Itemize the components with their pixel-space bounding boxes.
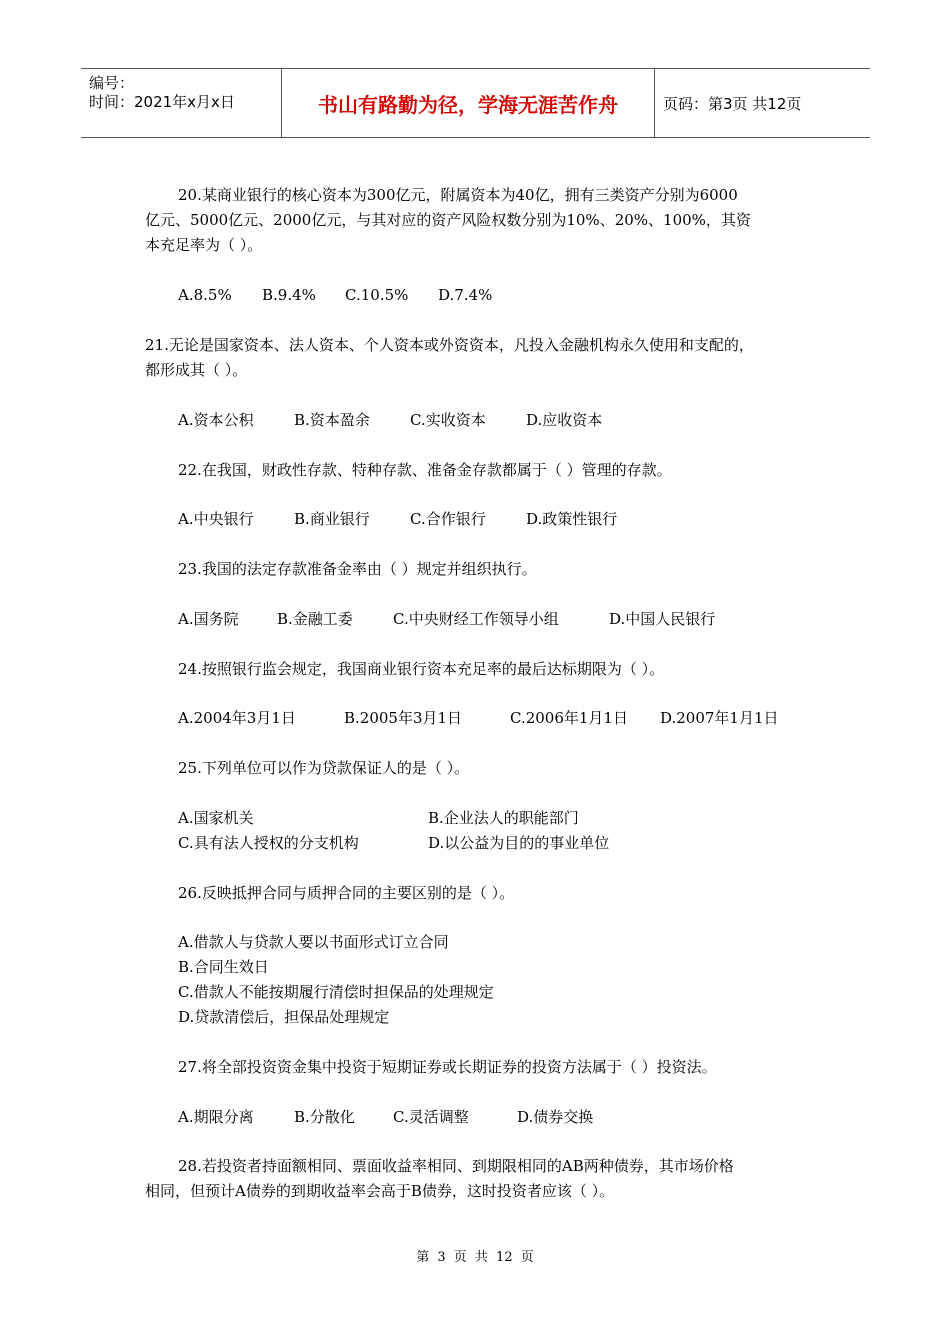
option-a: A.借款人与贷款人要以书面形式订立合同 bbox=[178, 933, 449, 951]
page-header bbox=[81, 68, 870, 138]
question-24-line-1: 24.按照银行监会规定，我国商业银行资本充足率的最后达标期限为（ ）。 bbox=[178, 660, 665, 678]
question-20-line-3: 本充足率为（ ）。 bbox=[145, 236, 263, 254]
question-21-line-1: 21.无论是国家资本、法人资本、个人资本或外资资本，凡投入金融机构永久使用和支配的， bbox=[145, 336, 754, 354]
question-21-line-2: 都形成其（ ）。 bbox=[145, 361, 248, 379]
option-a: A.2004年3月1日 bbox=[178, 709, 296, 727]
question-22-line-1: 22.在我国，财政性存款、特种存款、准备金存款都属于（ ）管理的存款。 bbox=[178, 461, 672, 479]
time-label: 时间：2021年x月x日 bbox=[89, 93, 235, 111]
question-28-line-1: 28.若投资者持面额相同、票面收益率相同、到期限相同的AB两种债券，其市场价格 bbox=[178, 1157, 734, 1175]
option-b: B.2005年3月1日 bbox=[344, 709, 463, 727]
question-20-line-1: 20.某商业银行的核心资本为300亿元，附属资本为40亿，拥有三类资产分别为6000 bbox=[178, 186, 738, 204]
header-meta bbox=[81, 69, 281, 137]
option-b: B.金融工委 bbox=[277, 610, 353, 628]
option-d: D.2007年1月1日 bbox=[660, 709, 779, 727]
option-c: C.具有法人授权的分支机构 bbox=[178, 834, 359, 852]
option-b: B.资本盈余 bbox=[294, 411, 370, 429]
option-a: A.国家机关 bbox=[178, 809, 254, 827]
page-info: 页码：第3页 共12页 bbox=[663, 94, 802, 113]
option-c: C.10.5% bbox=[345, 286, 409, 304]
option-a: A.资本公积 bbox=[178, 411, 254, 429]
option-d: D.贷款清偿后，担保品处理规定 bbox=[178, 1008, 390, 1026]
question-23-line-1: 23.我国的法定存款准备金率由（ ）规定并组织执行。 bbox=[178, 560, 537, 578]
option-b: B.商业银行 bbox=[294, 510, 370, 528]
option-d: D.以公益为目的的事业单位 bbox=[428, 834, 610, 852]
question-25-line-1: 25.下列单位可以作为贷款保证人的是（ ）。 bbox=[178, 759, 470, 777]
option-c: C.中央财经工作领导小组 bbox=[393, 610, 559, 628]
option-a: A.中央银行 bbox=[178, 510, 254, 528]
option-a: A.期限分离 bbox=[178, 1108, 254, 1126]
question-26-line-1: 26.反映抵押合同与质押合同的主要区别的是（ ）。 bbox=[178, 884, 515, 902]
option-d: D.应收资本 bbox=[526, 411, 603, 429]
page-footer: 第 3 页 共 12 页 bbox=[416, 1250, 534, 1265]
option-d: D.债券交换 bbox=[517, 1108, 594, 1126]
option-d: D.政策性银行 bbox=[526, 510, 618, 528]
option-c: C.合作银行 bbox=[410, 510, 486, 528]
question-27-line-1: 27.将全部投资资金集中投资于短期证券或长期证券的投资方法属于（ ）投资法。 bbox=[178, 1058, 717, 1076]
option-d: D.7.4% bbox=[438, 286, 493, 304]
option-c: C.实收资本 bbox=[410, 411, 486, 429]
option-a: A.8.5% bbox=[178, 286, 232, 304]
number-label: 编号： bbox=[89, 74, 135, 92]
option-b: B.分散化 bbox=[294, 1108, 355, 1126]
option-c: C.灵活调整 bbox=[393, 1108, 469, 1126]
option-b: B.企业法人的职能部门 bbox=[428, 809, 579, 827]
option-b: B.9.4% bbox=[262, 286, 316, 304]
option-d: D.中国人民银行 bbox=[609, 610, 716, 628]
motto: 书山有路勤为径，学海无涯苦作舟 bbox=[281, 69, 655, 137]
question-28-line-2: 相同，但预计A债券的到期收益率会高于B债券，这时投资者应该（ ）。 bbox=[145, 1182, 615, 1200]
option-c: C.借款人不能按期履行清偿时担保品的处理规定 bbox=[178, 983, 494, 1001]
question-20-line-2: 亿元、5000亿元、2000亿元，与其对应的资产风险权数分别为10%、20%、100%，其资 bbox=[145, 211, 751, 229]
option-a: A.国务院 bbox=[178, 610, 239, 628]
option-b: B.合同生效日 bbox=[178, 958, 269, 976]
option-c: C.2006年1月1日 bbox=[510, 709, 628, 727]
